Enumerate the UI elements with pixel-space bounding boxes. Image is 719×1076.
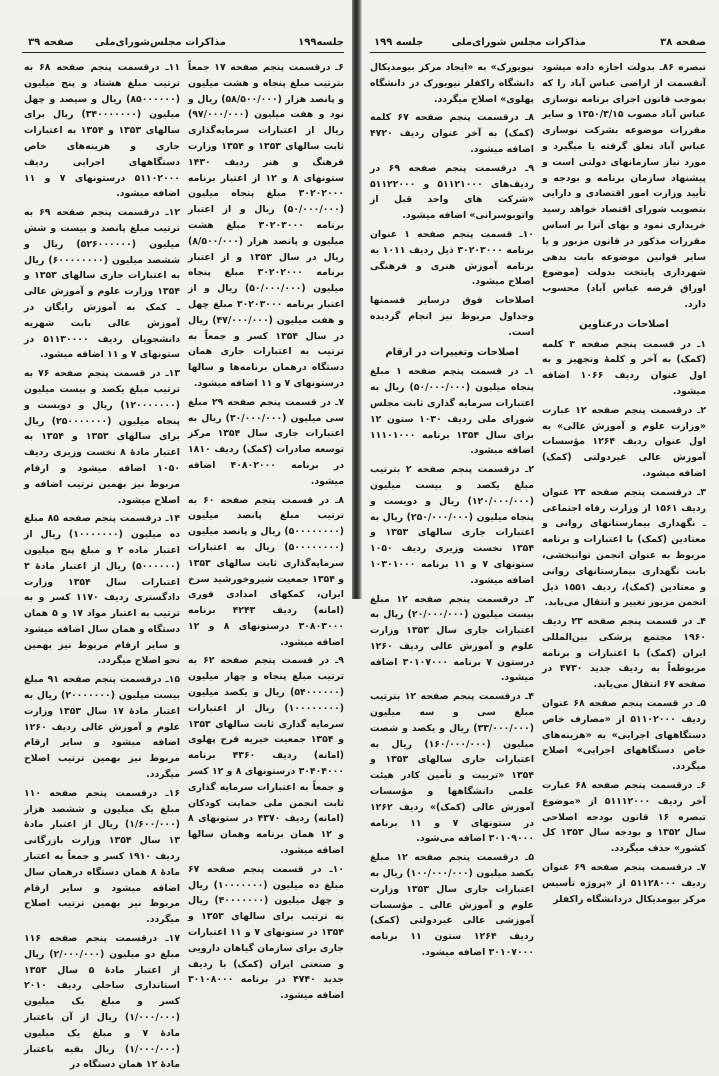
- paragraph: ۱۵ـ درقسمت پنجم صفحه ۹۱ مبلغ بیست میلیون (۲۰۰۰۰۰۰۰) ریال به اعتبار مادهٔ ۱۷ سال ۱۳۵۳ وزارت علوم و آموزش عالی ردیف ۱۲۶۰ اضافه میشود و سایر ارقام مربوط نیز بهمین ترتیب اصلاح میگردد.: [24, 674, 180, 781]
- paragraph: ۳ـ درقسمت پنجم صفحه ۱۲ مبلغ بیست میلیون (۲۰/۰۰۰/۰۰۰) ریال به اعتبارات جاری سال ۱۳۵۳ وزارت علوم و آموزش عالی ردیف ۱۲۶۰ درستون ۷ برنامه ۳۰۱۰۷۰۰۰ اضافه میشود.: [370, 593, 535, 684]
- paragraph: ۱ـ در قسمت پنجم صفحه ۳ کلمه (کمک) به آخر و کلمهٔ وتجهیز و به اول عنوان ردیف ۱۰۶۶ اضافه میشود.: [542, 338, 707, 397]
- paragraph: ۱۰ـ در قسمت پنجم صفحه ۶۷ مبلغ ده میلیون (۱۰۰۰۰۰۰۰) ریال و چهل میلیون (۴۰۰۰۰۰۰۰) ریال به ترتیب برای سالهای ۱۳۵۳ و ۱۳۵۴ در ستونهای ۷ و ۱۱ اعتبارات جاری برای سازمان گیاهان دارویی و صنعتی ایران (کمک) با ردیف جدید ۴۷۴۰ در برنامه ۳۰۱۰۸۰۰۰ اضافه میشود.: [188, 863, 345, 1002]
- paragraph: ۸ـ در قسمت پنجم صفحه ۶۰ به ترتیب مبلغ پانصد میلیون (۵۰۰۰۰۰۰۰۰) ریال و پانصد میلیون (۵۰۰۰۰۰۰۰۰) ریال به اعتبارات سرمایه‌گذاری ثابت سالهای ۱۳۵۳ و ۱۳۵۴ جمعیت شیروخورشید سرخ ایران، کمکهای امدادی فوری (امانه) ردیف ۴۲۴۳ برنامه ۳۰۸۰۳۰۰۰ درستونهای ۸ و ۱۲ اضافه میشود.: [188, 494, 344, 648]
- page-number: صفحه ۳۸: [660, 37, 706, 48]
- paragraph: ۷ـ درقسمت پنجم صفحه ۶۹ عنوان ردیف ۵۱۱۲۸۰۰۰ از «پروژه تأسیس مرکز بیومدیکال دردانشگاه راکفلر: [542, 862, 706, 905]
- paragraph: ۱۶ـ درقسمت پنجم صفحه ۱۱۰ مبلغ یک میلیون و ششصد هزار (۱/۶۰۰/۰۰۰) ریال از اعتبار مادهٔ ۱۳ سال ۱۳۵۴ وزارت بازرگانی ردیف ۱۹۱۰ کسر و جمعاً به اعتبار مادهٔ ۸ همان دستگاه درهمان سال اضافه میشود و سایر ارقام مربوط نیز بهمین ترتیب اصلاح میگردد.: [24, 787, 181, 926]
- paragraph: ۲ـ درقسمت پنجم صفحه ۱۲ عبارت «وزارت علوم و آموزش عالی» به اول عنوان ردیف ۱۲۶۴ مؤسسات آموزش عالی غیردولتی (کمک) اضافه میشود.: [542, 404, 706, 479]
- section-heading: اصلاحات وتغییرات در ارقام: [385, 346, 519, 358]
- right-page: [362, 0, 719, 959]
- header-title: مذاکرات مجلس‌شورای‌ملی: [95, 37, 226, 48]
- paragraph: ۱۲ـ درقسمت پنجم صفحه ۶۹ به ترتیب مبلغ پانصد و بیست و شش میلیون (۵۲۶۰۰۰۰۰۰) ریال و ششصد میلیون (۶۰۰۰۰۰۰۰۰) ریال به اعتبارات جاری سالهای ۱۳۵۳ و ۱۳۵۴ وزارت علوم و آموزش عالی ـ کمک به آموزش رایگان در آموزش عالی بابت شهریه دانشجویان ردیف ۵۱۱۳۰۰۰۰ در ستونهای ۷ و ۱۱ اضافه میشود.: [24, 207, 181, 361]
- text-column-left: [370, 60, 534, 964]
- paragraph: ۹ـ درقسمت پنجم صفحه ۶۹ در ردیف‌های ۵۱۱۲۱۰۰۰ و ۵۱۱۲۲۰۰۰ «شرکت های واحد قبل از واتوبوسرانی» اضافه میشود.: [370, 162, 534, 222]
- paragraph: ۹ـ در قسمت پنجم صفحه ۶۲ به ترتیب مبلغ پنجاه و چهار میلیون (۵۴۰۰۰۰۰۰) ریال و یکصد میلیون (۱۰۰۰۰۰۰۰۰) ریال از اعتبارات سرمایه گذاری ثابت سالهای ۱۳۵۳ و ۱۳۵۴ جمعیت خیریه فرح پهلوی (امانه) ردیف ۴۳۶۰ برنامه ۳۰۴۰۴۰۰۰ درستونهای ۸ و ۱۲ کسر و جمعاً به اعتبارات سرمایه گذاری ثابت انجمن ملی حمایت کودکان (امانه) ردیف ۴۳۷۰ در ستونهای ۸ و ۱۲ همان برنامه وهمان سالها اضافه میشود.: [188, 655, 345, 857]
- paragraph: ۲ـ درقسمت پنجم صفحه ۲ بترتیب مبلغ یکصد و بیست میلیون (۱۲۰/۰۰۰/۰۰۰) ریال و دویست و پنجاه میلیون (۲۵۰/۰۰۰/۰۰۰) ریال به اعتبارات جاری سالهای ۱۳۵۳ و ۱۳۵۴ نخست وزیری ردیف ۱۰۵۰ ستونهای ۷ و ۱۱ برنامه ۱۰۳۰۱۰۰۰ اضافه میشود.: [370, 464, 535, 586]
- paragraph: نیویورک» به «ایجاد مرکز بیومدیکال دانشگاه راکفلر نیویورک در دانشگاه پهلوی» اصلاح میگردد.: [370, 62, 534, 105]
- paragraph: ۵ـ در قسمت پنجم صفحه ۶۸ عنوان ردیف ۵۱۱۰۲۰۰۰ از «مصارف خاص دستگاههای اجرایی» به «هزینه‌های خاص دستگاههای اجرایی» اصلاح میگردد.: [542, 698, 706, 773]
- paragraph: ۳ـ درقسمت پنجم صفحه ۲۳ عنوان ردیف ۱۵۶۱ از وزارت رفاه اجتماعی ـ نگهداری بیمارستانهای روانی و معتادین (کمک) با اعتبارات و برنامه مربوط به عنوان انجمن توانبخشی، بابت نگهداری بیمارستانهای روانی و معتادین (کمک)، ردیف ۱۵۵۱ ذیل انجمن مزبور تغییر و انتقال می‌یابد.: [542, 486, 706, 609]
- paragraph: اصلاحات فوق درسایر قسمتها وجداول مربوط نیز انجام گردیده است.: [370, 295, 534, 338]
- page-number: صفحه ۳۹: [28, 37, 74, 48]
- paragraph: ۱ـ در قسمت پنجم صفحه ۱ مبلغ پنجاه میلیون (۵۰/۰۰۰/۰۰۰) ریال به اعتبارات سرمایه گذاری ثابت مجلس شورای ملی ردیف ۱۰۳۰ ستون ۱۲ برای سال ۱۳۵۴ برنامه ۱۱۱۰۱۰۰۰ اضافه میشود.: [370, 366, 535, 457]
- text-column-right: [188, 60, 344, 1007]
- paragraph: ۴ـ درقسمت پنجم صفحه ۱۲ بترتیب مبلغ سی و سه میلیون (۳۳/۰۰۰/۰۰۰) ریال و یکصد و شصت میلیون (۱۶۰/۰۰۰/۰۰۰) ریال به اعتبارات جاری سالهای ۱۳۵۳ و ۱۳۵۴ «تربیت و تأمین کادر هیئت علمی دانشگاهها و مؤسسات آموزش عالی (کمک)» ردیف ۱۲۶۲ در ستونهای ۷ و ۱۱ برنامه ۳۰۱۰۹۰۰۰ اضافه می‌شود.: [370, 691, 535, 845]
- text-column-left: [24, 60, 180, 1076]
- paragraph: ۶ـ درقسمت پنجم صفحه ۶۸ عبارت آخر ردیف ۵۱۱۱۲۰۰۰ از «موضوع تبصره ۱۶ قانون بودجه اصلاحی سال ۱۳۵۲ و بودجه سال ۱۳۵۳ کل کشور» حذف میگردد.: [542, 780, 707, 855]
- paragraph: تبصره ۸۶ـ بدولت اجازه داده میشود آنقسمت از اراضی عباس آباد را که بموجب قانون اجرای برنامه نوسازی عباس آباد مصوب ۱۳۵۰/۳/۱۵ و سایر مقررات موضوعه بشرکت نوسازی عباس آباد تعلق گرفته یا میگیرد و مورد نیاز سازمانهای دولتی است و پیشنهاد سازمان برنامه و بودجه و تأیید وزارت امور اقتصادی و دارایی بتصویب شورای اقتصاد خواهد رسید خریداری نمود و بهای آنرا بر اساس مقررات مذکور در قانون مزبور و یا سایر قوانین موضوعه بابت بدهی شهرداری پایتخت بدولت (موضوع اوراق قرضه عباس آباد) محسوب دارد.: [542, 62, 706, 310]
- paragraph: ۱۴ـ درقسمت پنجم صفحه ۸۵ مبلغ ده میلیون (۱۰۰۰۰۰۰۰) ریال از اعتبار ماده ۲ و مبلغ پنج میلیون (۵۰۰۰۰۰۰) ریال از اعتبار مادهٔ ۳ اعتبارات سال ۱۳۵۴ وزارت دادگستری ردیف ۱۱۷۰ کسر و به ترتیب به اعتبار مواد ۱۷ و ۵ همان دستگاه و همان سال اضافه میشود و سایر ارقام مربوط نیز بهمین نحو اصلاح میگردد.: [24, 513, 180, 667]
- paragraph: ۴ـ در قسمت پنجم صفحه ۲۳ ردیف ۱۹۶۰ مجتمع پزشکی بین‌المللی ایران (کمک) با اعتبارات و برنامه مربوطه‌اً به ردیف جدید ۴۷۳۰ در صفحه ۶۷ انتقال می‌یابد.: [542, 616, 706, 691]
- left-page: [0, 0, 356, 1071]
- paragraph: ۷ـ در قسمت پنجم صفحه ۲۹ مبلغ سی میلیون (۳۰/۰۰۰/۰۰۰) ریال به اعتبارات جاری سال ۱۳۵۴ مرکز توسعه صادرات (کمک) ردیف ۱۸۱۰ در برنامه ۴۰۸۰۲۰۰۰ اضافه میشود.: [188, 396, 344, 487]
- book-spine: [352, 0, 362, 599]
- session-number: جلسه۱۹۹: [298, 37, 344, 48]
- paragraph: ۱۷ـ درقسمت پنجم صفحه ۱۱۶ مبلغ دو میلیون (۲/۰۰۰/۰۰۰) ریال از اعتبار مادهٔ ۵ سال ۱۳۵۳ استانداری ساحلی ردیف ۲۰۱۰ کسر و مبلغ یک میلیون (۱/۰۰۰/۰۰۰) ریال از آن باعتبار مادهٔ ۷ و مبلغ یک میلیون (۱/۰۰۰/۰۰۰) ریال بقیه باعتبار مادهٔ ۱۲ همان دستگاه در: [24, 933, 180, 1071]
- session-number: جلسه ۱۹۹: [374, 37, 424, 48]
- text-column-right: [542, 60, 706, 910]
- header-title: مذاکرات مجلس شورای‌ملی: [451, 37, 586, 48]
- page-header: [22, 36, 344, 53]
- paragraph: ۵ـ درقسمت پنجم صفحه ۱۲ مبلغ یکصد میلیون (۱۰۰/۰۰۰/۰۰۰) ریال به اعتبارات جاری سال ۱۳۵۳ وزارت علوم و آموزش عالی ـ مؤسسات آموزشی عالی غیردولتی (کمک) ردیف ۱۲۶۴ ستون ۱۱ برنامه ۳۰۱۰۷۰۰۰ اضافه میشود.: [370, 852, 534, 959]
- page-header: [370, 36, 706, 53]
- paragraph: ۱۰ـ قسمت پنجم صفحه ۱ عنوان برنامه ۳۰۲۰۳۰۰۰ ذیل ردیف ۱۰۱۱ به برنامه آموزش هنری و فرهنگی اصلاح میشود.: [370, 228, 534, 288]
- section-heading: اصلاحات درعناوین: [579, 318, 669, 330]
- paragraph: ۱۳ـ در قسمت پنجم صفحه ۷۶ به ترتیب مبلغ یکصد و بیست میلیون (۱۲۰۰۰۰۰۰۰) ریال و دویست و پنجاه میلیون (۲۵۰۰۰۰۰۰۰) ریال برای سالهای ۱۳۵۳ و ۱۳۵۴ به اعتبار مادهٔ ۸ نخست وزیری ردیف ۱۰۵۰ اضافه میشود و ارقام مربوط نیز بهمین ترتیب اضافه و اصلاح میشود.: [24, 368, 181, 506]
- paragraph: ۱۱ـ درقسمت پنجم صفحه ۶۸ به ترتیب مبلغ هشتاد و پنج میلیون (۸۵۰۰۰۰۰۰) ریال و سیصد و چهل میلیون (۳۴۰۰۰۰۰۰۰) ریال برای سالهای ۱۳۵۳ و ۱۳۵۴ به اعتبارات جاری و هزینه‌های خاص دستگاههای اجرایی ردیف ۵۱۱۰۲۰۰۰ درستونهای ۷ و ۱۱ اضافه میشود.: [24, 62, 181, 200]
- paragraph: ۸ـ درقسمت پنجم صفحه ۶۷ کلمه (کمک) به آخر عنوان ردیف ۴۷۲۰ اضافه میشود.: [370, 112, 534, 155]
- paragraph: ۶ـ درقسمت پنجم صفحه ۱۷ جمعاً بترتیب مبلغ پنجاه و هشت میلیون و پانصد هزار (۵۸/۵۰۰/۰۰۰) ریال و نود و هفت میلیون (۹۷/۰۰۰/۰۰۰) ریال از اعتبارات سرمایه‌گذاری ثابت سالهای ۱۳۵۳ و ۱۳۵۴ وزارت فرهنگ و هنر ردیف ۱۴۳۰ ستونهای ۸ و ۱۲ از اعتبار برنامه ۳۰۲۰۲۰۰۰ مبلغ پنجاه میلیون (۵۰/۰۰۰/۰۰۰) ریال و از اعتبار برنامه ۳۰۲۰۳۰۰۰ مبلغ هشت میلیون و پانصد هزار (۸/۵۰۰/۰۰۰) ریال در سال ۱۳۵۳ و از اعتبار برنامه ۳۰۲۰۲۰۰۰ مبلغ پنجاه میلیون (۵۰/۰۰۰/۰۰۰) ریال و از اعتبار برنامه ۳۰۲۰۳۰۰۰ مبلغ چهل و هفت میلیون (۴۷/۰۰۰/۰۰۰) ریال در سال ۱۳۵۴ کسر و جمعاً به ترتیب به اعتبارات جاری همان دستگاه درهمان برنامه‌ها و سالها درستونهای ۷ و ۱۱ اضافه میشود.: [188, 62, 345, 389]
